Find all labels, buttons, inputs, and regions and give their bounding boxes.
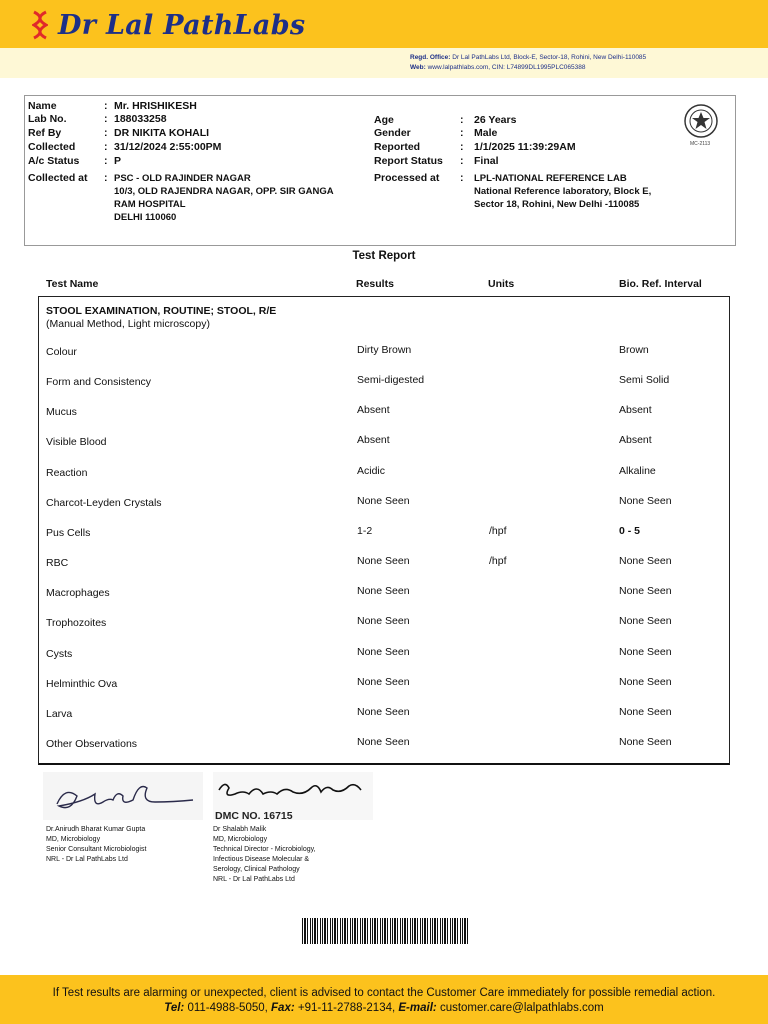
column-header-results: Results <box>356 278 394 290</box>
test-ref-interval: None Seen <box>619 675 672 688</box>
doctor-1-line: Senior Consultant Microbiologist <box>46 846 147 853</box>
test-result: None Seen <box>357 645 410 658</box>
dmc-number: DMC NO. 16715 <box>215 810 293 822</box>
table-row <box>0 585 768 599</box>
table-row <box>0 525 768 539</box>
doctor-2-line: NRL - Dr Lal PathLabs Ltd <box>213 876 295 883</box>
gender-label: Gender <box>374 127 411 139</box>
dna-logo-icon <box>32 10 48 40</box>
test-name: Larva <box>46 707 73 720</box>
test-unit: /hpf <box>489 524 507 537</box>
test-result: None Seen <box>357 735 410 748</box>
section-title: STOOL EXAMINATION, ROUTINE; STOOL, R/E <box>46 305 277 317</box>
collected-at-address <box>114 172 334 224</box>
web-label: Web: <box>410 64 426 71</box>
name-label: Name <box>28 100 57 112</box>
test-name: Mucus <box>46 406 77 419</box>
table-row <box>0 676 768 690</box>
test-result: Dirty Brown <box>357 344 412 356</box>
signature-1 <box>43 772 203 820</box>
doctor-1-line: NRL - Dr Lal PathLabs Ltd <box>46 856 128 863</box>
test-ref-interval: Absent <box>619 404 652 417</box>
table-row <box>0 555 768 569</box>
colon: : <box>460 172 464 184</box>
address-line: 10/3, OLD RAJENDRA NAGAR, OPP. SIR GANGA <box>114 186 334 197</box>
colon: : <box>104 155 108 167</box>
name-value: Mr. HRISHIKESH <box>114 100 197 112</box>
office-info <box>410 53 646 73</box>
test-name: Colour <box>46 346 77 358</box>
test-ref-interval: None Seen <box>619 494 672 507</box>
age-value: 26 Years <box>474 114 517 126</box>
reported-value: 1/1/2025 11:39:29AM <box>474 141 576 153</box>
test-name: Pus Cells <box>46 526 91 539</box>
footer-notice: If Test results are alarming or unexpected, client is advised to contact the Customer Care immediately for possible remedial action. <box>52 987 716 999</box>
table-row <box>0 615 768 629</box>
colon: : <box>460 127 464 139</box>
test-ref-interval: None Seen <box>619 585 672 598</box>
test-name: Macrophages <box>46 587 110 600</box>
test-unit: /hpf <box>489 555 507 568</box>
column-header-ref-interval: Bio. Ref. Interval <box>619 278 702 290</box>
brand-logo <box>32 8 305 42</box>
address-line: National Reference laboratory, Block E, <box>474 186 652 197</box>
table-row <box>0 736 768 750</box>
table-row <box>0 434 768 448</box>
test-name: Charcot-Leyden Crystals <box>46 496 162 509</box>
ac-status-value: P <box>114 155 122 167</box>
ac-status-label: A/c Status <box>28 155 80 167</box>
brand-name: Dr Lal PathLabs <box>58 9 306 41</box>
doctor-2-line: MD, Microbiology <box>213 836 268 843</box>
column-header-units: Units <box>488 278 515 290</box>
test-ref-interval: 0 - 5 <box>619 524 641 537</box>
address-line: RAM HOSPITAL <box>114 199 186 210</box>
email-label: E-mail: <box>398 1002 437 1014</box>
ref-value: DR NIKITA KOHALI <box>114 127 210 139</box>
footer-contacts <box>0 1002 768 1014</box>
test-ref-interval: None Seen <box>619 735 672 748</box>
doctor-2-line: Serology, Clinical Pathology <box>213 866 300 873</box>
reported-label: Reported <box>374 141 421 153</box>
barcode <box>302 918 468 944</box>
test-name: RBC <box>46 557 69 570</box>
collected-at-label: Collected at <box>28 172 88 184</box>
processed-at-label: Processed at <box>374 172 440 184</box>
accreditation-seal-icon <box>683 103 719 139</box>
test-name: Form and Consistency <box>46 376 152 389</box>
test-ref-interval: Brown <box>619 344 649 356</box>
test-result: Semi-digested <box>357 374 425 387</box>
header-band <box>0 0 768 48</box>
footer-band <box>0 975 768 1024</box>
processed-at-address <box>474 172 651 211</box>
report-title: Test Report <box>352 250 416 262</box>
doctor-2-line: Dr Shalabh Malik <box>213 826 267 833</box>
table-row <box>0 495 768 509</box>
address-line: Sector 18, Rohini, New Delhi -110085 <box>474 199 640 210</box>
collected-value: 31/12/2024 2:55:00PM <box>114 141 222 153</box>
subheader-band <box>0 48 768 78</box>
doctor-1-line: MD, Microbiology <box>46 836 101 843</box>
test-ref-interval: None Seen <box>619 615 672 628</box>
table-row <box>0 646 768 660</box>
test-name: Cysts <box>46 647 73 660</box>
column-header-test-name: Test Name <box>46 278 99 290</box>
gender-value: Male <box>474 127 498 139</box>
table-row <box>0 374 768 388</box>
report-status-label: Report Status <box>374 155 443 167</box>
collected-label: Collected <box>28 141 76 153</box>
doctor-2-line: Infectious Disease Molecular & <box>213 856 310 863</box>
signature-1-image <box>43 772 203 820</box>
table-row <box>0 465 768 479</box>
test-result: None Seen <box>357 675 410 688</box>
test-result: None Seen <box>357 585 410 598</box>
doctor-1-line: Dr.Anirudh Bharat Kumar Gupta <box>46 826 146 833</box>
doctor-2-details <box>213 825 316 885</box>
address-line: LPL-NATIONAL REFERENCE LAB <box>474 173 627 184</box>
table-row <box>0 706 768 720</box>
test-result: None Seen <box>357 555 410 568</box>
address-line: DELHI 110060 <box>114 212 177 223</box>
test-result: None Seen <box>357 615 410 628</box>
colon: : <box>104 100 108 112</box>
test-name: Reaction <box>46 466 88 479</box>
email-value[interactable]: customer.care@lalpathlabs.com <box>439 1002 604 1014</box>
address-line: PSC - OLD RAJINDER NAGAR <box>114 173 251 184</box>
test-name: Trophozoites <box>46 617 107 630</box>
colon: : <box>104 113 108 125</box>
lab-label: Lab No. <box>28 113 67 125</box>
lab-value: 188033258 <box>114 113 167 125</box>
fax-value: +91-11-2788-2134, <box>297 1002 396 1014</box>
test-ref-interval: Semi Solid <box>619 374 670 387</box>
test-ref-interval: None Seen <box>619 555 672 568</box>
colon: : <box>104 127 108 139</box>
colon: : <box>460 114 464 126</box>
test-result: None Seen <box>357 705 410 718</box>
colon: : <box>104 141 108 153</box>
test-ref-interval: Absent <box>619 434 652 447</box>
table-row <box>0 404 768 418</box>
fax-label: Fax: <box>271 1002 295 1014</box>
tel-value: 011-4988-5050, <box>187 1002 268 1014</box>
test-ref-interval: None Seen <box>619 645 672 658</box>
age-label: Age <box>374 114 394 126</box>
colon: : <box>104 172 108 184</box>
office-text: Dr Lal PathLabs Ltd, Block-E, Sector-18, Rohini, New Delhi-110085 <box>452 54 647 61</box>
test-name: Visible Blood <box>46 436 107 449</box>
tel-label: Tel: <box>164 1002 185 1014</box>
test-ref-interval: Alkaline <box>619 464 656 477</box>
web-text: www.lalpathlabs.com, CIN: L74899DL1995PLC065388 <box>427 64 586 71</box>
doctor-2-line: Technical Director - Microbiology, <box>213 846 316 853</box>
seal-label: MC-2113 <box>690 141 711 147</box>
colon: : <box>460 141 464 153</box>
report-status-value: Final <box>474 155 499 167</box>
section-method: (Manual Method, Light microscopy) <box>46 318 210 330</box>
test-name: Other Observations <box>46 737 138 750</box>
test-result: None Seen <box>357 494 410 507</box>
test-result: 1-2 <box>357 524 373 537</box>
table-row <box>0 344 768 358</box>
test-ref-interval: None Seen <box>619 705 672 718</box>
colon: : <box>460 155 464 167</box>
ref-label: Ref By <box>28 127 62 139</box>
office-label: Regd. Office: <box>410 54 451 61</box>
doctor-1-details <box>46 825 146 865</box>
test-result: Acidic <box>357 464 386 477</box>
test-result: Absent <box>357 404 390 417</box>
test-name: Helminthic Ova <box>46 677 118 690</box>
test-result: Absent <box>357 434 390 447</box>
